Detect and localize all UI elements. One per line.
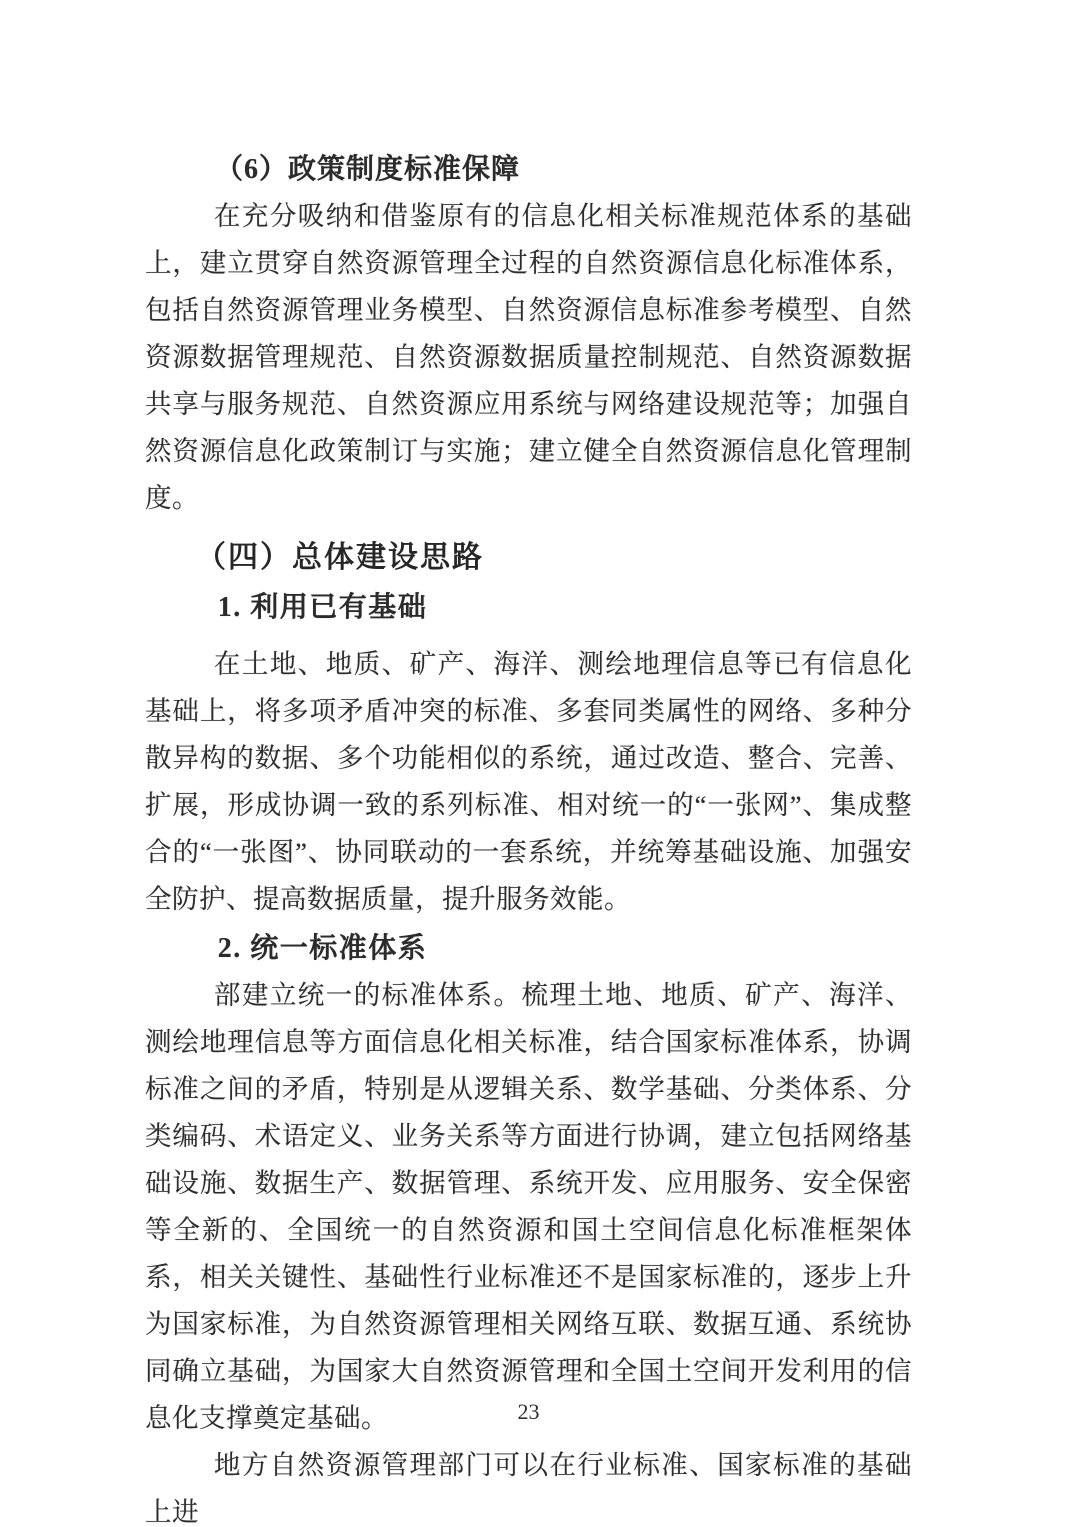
paragraph-local-departments: 地方自然资源管理部门可以在行业标准、国家标准的基础上进	[145, 1450, 912, 1527]
paragraph-policy-standards: 在充分吸纳和借鉴原有的信息化相关标准规范体系的基础上，建立贯穿自然资源管理全过程的自然资源信息化标准体系，包括自然资源管理业务模型、自然资源信息标准参考模型、自然资源数据管理规范、自然资源数据质量控制规范、自然资源数据共享与服务规范、自然资源应用系统与网络建设规范等；加强自然资源信息化政策制订与实施；建立健全自然资源信息化管理制度。	[145, 201, 912, 513]
page-number: 23	[517, 1399, 540, 1424]
heading-overall-construction-approach: （四）总体建设思路	[196, 541, 484, 574]
paragraph-existing-foundation: 在土地、地质、矿产、海洋、测绘地理信息等已有信息化基础上，将多项矛盾冲突的标准、多套同类属性的网络、多种分散异构的数据、多个功能相似的系统，通过改造、整合、完善、扩展，形成协调一致的系列标准、相对统一的“一张网”、集成整合的“一张图”、协同联动的一套系统，并统筹基础设施、加强安全防护、提高数据质量，提升服务效能。	[145, 649, 912, 914]
heading-unified-standard-system: 2. 统一标准体系	[217, 933, 428, 964]
heading-use-existing-foundation: 1. 利用已有基础	[217, 592, 428, 623]
paragraph-unified-standards: 部建立统一的标准体系。梳理土地、地质、矿产、海洋、测绘地理信息等方面信息化相关标准，结合国家标准体系，协调标准之间的矛盾，特别是从逻辑关系、数学基础、分类体系、分类编码、术语定义、业务关系等方面进行协调，建立包括网络基础设施、数据生产、数据管理、系统开发、应用服务、安全保密等全新的、全国统一的自然资源和国土空间信息化标准框架体系，相关关键性、基础性行业标准还不是国家标准的，逐步上升为国家标准，为自然资源管理相关网络互联、数据互通、系统协同确立基础，为国家大自然资源管理和全国土空间开发利用的信息化支撑奠定基础。	[145, 980, 912, 1433]
heading-policy-standards-guarantee: （6）政策制度标准保障	[215, 154, 521, 185]
